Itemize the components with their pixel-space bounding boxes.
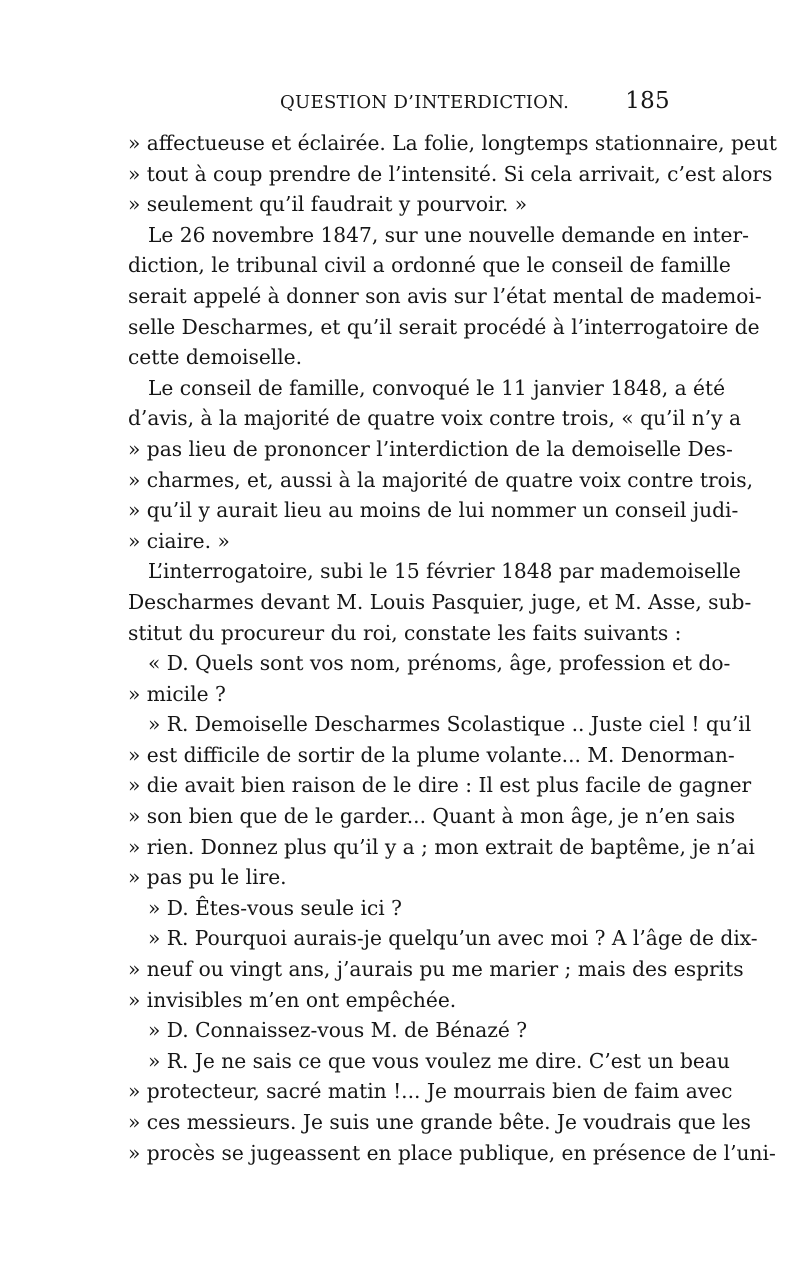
text-line: Le 26 novembre 1847, sur une nouvelle demande en inter- — [148, 222, 749, 247]
text-line: » R. Demoiselle Descharmes Scolastique .. Juste ciel ! qu’il — [148, 712, 752, 737]
text-line: » charmes, et, aussi à la majorité de quatre voix contre trois, — [128, 467, 754, 492]
text-line: » est difficile de sortir de la plume volante... M. Denorman- — [128, 742, 735, 767]
body-text — [128, 128, 777, 1168]
text-line: » pas pu le lire. — [128, 865, 287, 890]
text-line: stitut du procureur du roi, constate les faits suivants : — [128, 620, 682, 645]
text-line: » seulement qu’il faudrait y pourvoir. » — [128, 192, 528, 217]
text-line: selle Descharmes, et qu’il serait procédé à l’interrogatoire de — [128, 314, 760, 339]
text-line: serait appelé à donner son avis sur l’état mental de mademoi- — [128, 283, 762, 308]
text-line: » ciaire. » — [128, 528, 230, 553]
text-line: » tout à coup prendre de l’intensité. Si cela arrivait, c’est alors — [128, 161, 773, 186]
text-line: » rien. Donnez plus qu’il y a ; mon extrait de baptême, je n’ai — [128, 834, 755, 859]
text-line: » die avait bien raison de le dire : Il est plus facile de gagner — [128, 773, 752, 798]
text-line: diction, le tribunal civil a ordonné que le conseil de famille — [128, 253, 731, 278]
text-line: d’avis, à la majorité de quatre voix contre trois, « qu’il n’y a — [128, 406, 742, 431]
text-line: Le conseil de famille, convoqué le 11 janvier 1848, a été — [148, 375, 726, 400]
text-line: » D. Connaissez-vous M. de Bénazé ? — [148, 1018, 528, 1043]
page-number: 185 — [625, 88, 670, 114]
running-title: QUESTION D’INTERDICTION. — [280, 92, 570, 113]
text-line: » D. Êtes-vous seule ici ? — [148, 895, 402, 920]
text-line: » micile ? — [128, 681, 226, 706]
running-header — [130, 88, 670, 120]
text-line: » R. Pourquoi aurais-je quelqu’un avec moi ? A l’âge de dix- — [148, 926, 758, 951]
text-line: » son bien que de le garder... Quant à mon âge, je n’en sais — [128, 804, 736, 829]
text-line: » qu’il y aurait lieu au moins de lui nommer un conseil judi- — [128, 498, 739, 523]
text-line: » procès se jugeassent en place publique, en présence de l’uni- — [128, 1140, 776, 1165]
text-line: cette demoiselle. — [128, 345, 303, 370]
text-line: » protecteur, sacré matin !... Je mourrais bien de faim avec — [128, 1079, 733, 1104]
text-line: » invisibles m’en ont empêchée. — [128, 987, 457, 1012]
text-line: Descharmes devant M. Louis Pasquier, juge, et M. Asse, sub- — [128, 589, 752, 614]
text-line: » R. Je ne sais ce que vous voulez me dire. C’est un beau — [148, 1048, 730, 1073]
text-line: » ces messieurs. Je suis une grande bête. Je voudrais que les — [128, 1110, 751, 1134]
text-line: L’interrogatoire, subi le 15 février 1848 par mademoiselle — [148, 559, 741, 584]
text-line: » pas lieu de prononcer l’interdiction de la demoiselle Des- — [128, 436, 733, 461]
text-line: » neuf ou vingt ans, j’aurais pu me marier ; mais des esprits — [128, 957, 744, 982]
text-line: » affectueuse et éclairée. La folie, longtemps stationnaire, peut — [128, 131, 777, 155]
text-line: « D. Quels sont vos nom, prénoms, âge, profession et do- — [148, 651, 731, 676]
